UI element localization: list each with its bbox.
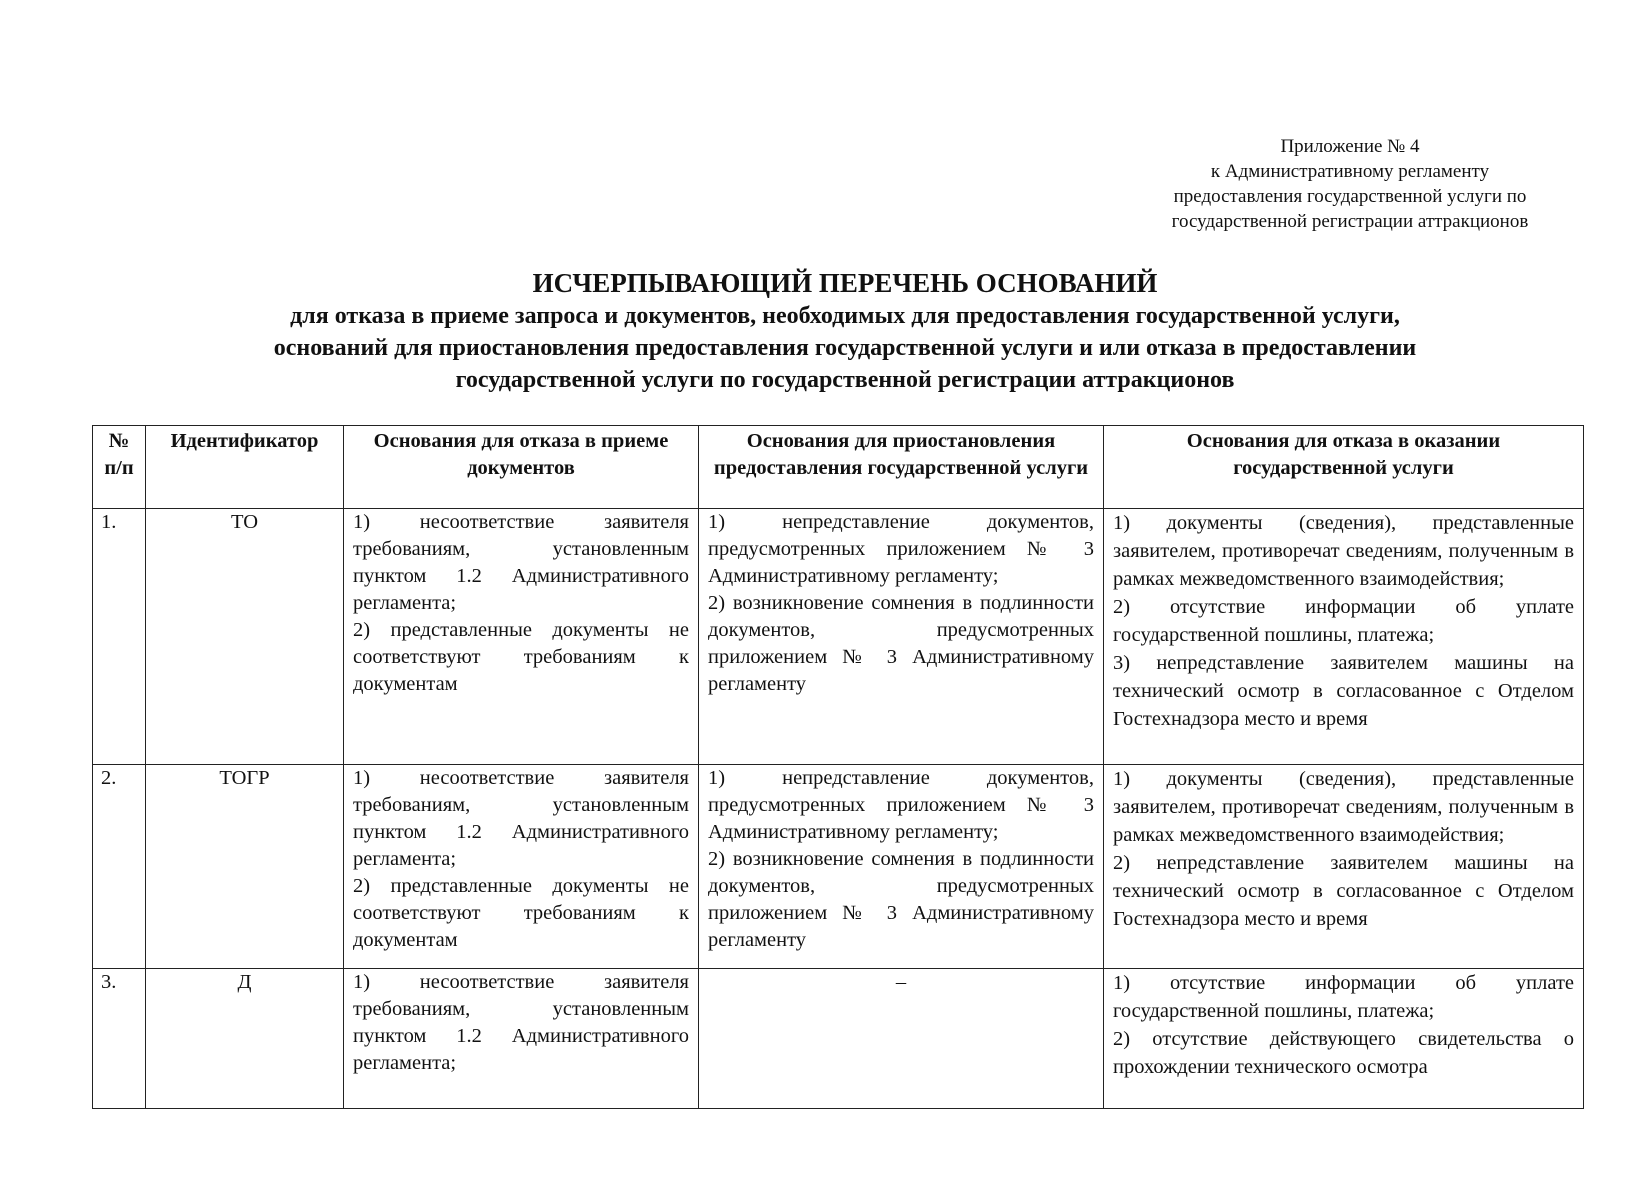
column-header-suspend-service: Основания для приостановления предоставления государственной услуги	[699, 426, 1104, 509]
reason-item: 1) непредставление документов, предусмотренных приложением № 3 Административному регламенту;	[708, 767, 1094, 843]
document-subtitle-line: оснований для приостановления предоставления государственной услуги и или отказа в предоставлении	[273, 335, 1417, 361]
reason-item: 3) непредставление заявителем машины на технический осмотр в согласованное с Отделом Гостехнадзора место и время	[1113, 652, 1574, 730]
row-number: 2.	[93, 765, 146, 969]
reason-item: 2) возникновение сомнения в подлинности документов, предусмотренных приложением № 3 Административному регламенту	[708, 592, 1094, 695]
column-header-number: № п/п	[93, 426, 146, 509]
reason-item: 1) несоответствие заявителя требованиям, установленным пунктом 1.2 Административного регламента;	[353, 767, 689, 870]
table-row	[93, 509, 1584, 765]
row-number: 1.	[93, 509, 146, 765]
cell-refuse-service	[1104, 765, 1584, 969]
reason-item: 1) документы (сведения), представленные заявителем, противоречат сведениям, полученным в рамках межведомственного взаимодействия;	[1113, 512, 1574, 590]
table-row	[93, 969, 1584, 1109]
document-title: ИСЧЕРПЫВАЮЩИЙ ПЕРЕЧЕНЬ ОСНОВАНИЙ	[532, 268, 1158, 298]
annex-header	[1110, 134, 1590, 234]
annex-line: государственной регистрации аттракционов	[1171, 211, 1529, 232]
row-identifier: ТОГР	[146, 765, 344, 969]
annex-line: к Административному регламенту	[1210, 161, 1490, 182]
row-number: 3.	[93, 969, 146, 1109]
reason-item: 2) представленные документы не соответствуют требованиям к документам	[353, 619, 689, 695]
reason-item: 2) возникновение сомнения в подлинности документов, предусмотренных приложением № 3 Административному регламенту	[708, 848, 1094, 951]
reasons-table	[92, 425, 1584, 1109]
cell-refuse-service	[1104, 509, 1584, 765]
document-subtitle-line: государственной услуги по государственной регистрации аттракционов	[455, 367, 1235, 393]
reason-item: 2) непредставление заявителем машины на технический осмотр в согласованное с Отделом Гостехнадзора место и время	[1113, 852, 1574, 930]
reason-item: 1) непредставление документов, предусмотренных приложением № 3 Административному регламенту;	[708, 511, 1094, 587]
reason-item: 2) представленные документы не соответствуют требованиям к документам	[353, 875, 689, 951]
reason-item: 1) несоответствие заявителя требованиям, установленным пунктом 1.2 Административного регламента;	[353, 511, 689, 614]
dash-placeholder: –	[895, 971, 907, 993]
column-header-identifier: Идентификатор	[146, 426, 344, 509]
table-row	[93, 765, 1584, 969]
row-identifier: Д	[146, 969, 344, 1109]
table-header-row	[93, 426, 1584, 509]
annex-line: Приложение № 4	[1280, 136, 1420, 157]
column-header-refuse-documents: Основания для отказа в приеме документов	[344, 426, 699, 509]
reason-item: 2) отсутствие информации об уплате государственной пошлины, платежа;	[1113, 596, 1574, 646]
reason-item: 1) документы (сведения), представленные заявителем, противоречат сведениям, полученным в рамках межведомственного взаимодействия;	[1113, 768, 1574, 846]
reason-item: 1) отсутствие информации об уплате государственной пошлины, платежа;	[1113, 972, 1574, 1022]
cell-refuse-service	[1104, 969, 1584, 1109]
annex-line: предоставления государственной услуги по	[1173, 186, 1527, 207]
row-identifier: ТО	[146, 509, 344, 765]
cell-suspend-service-empty	[699, 969, 1104, 1109]
reason-item: 2) отсутствие действующего свидетельства о прохождении технического осмотра	[1113, 1028, 1574, 1078]
cell-refuse-documents	[344, 765, 699, 969]
document-subtitle-line: для отказа в приеме запроса и документов, необходимых для предоставления государственной услуги,	[290, 303, 1400, 329]
cell-refuse-documents	[344, 969, 699, 1109]
column-header-refuse-service: Основания для отказа в оказании государственной услуги	[1104, 426, 1584, 509]
cell-suspend-service	[699, 765, 1104, 969]
cell-refuse-documents	[344, 509, 699, 765]
document-title-block	[60, 266, 1630, 396]
cell-suspend-service	[699, 509, 1104, 765]
reason-item: 1) несоответствие заявителя требованиям, установленным пунктом 1.2 Административного регламента;	[353, 971, 689, 1074]
